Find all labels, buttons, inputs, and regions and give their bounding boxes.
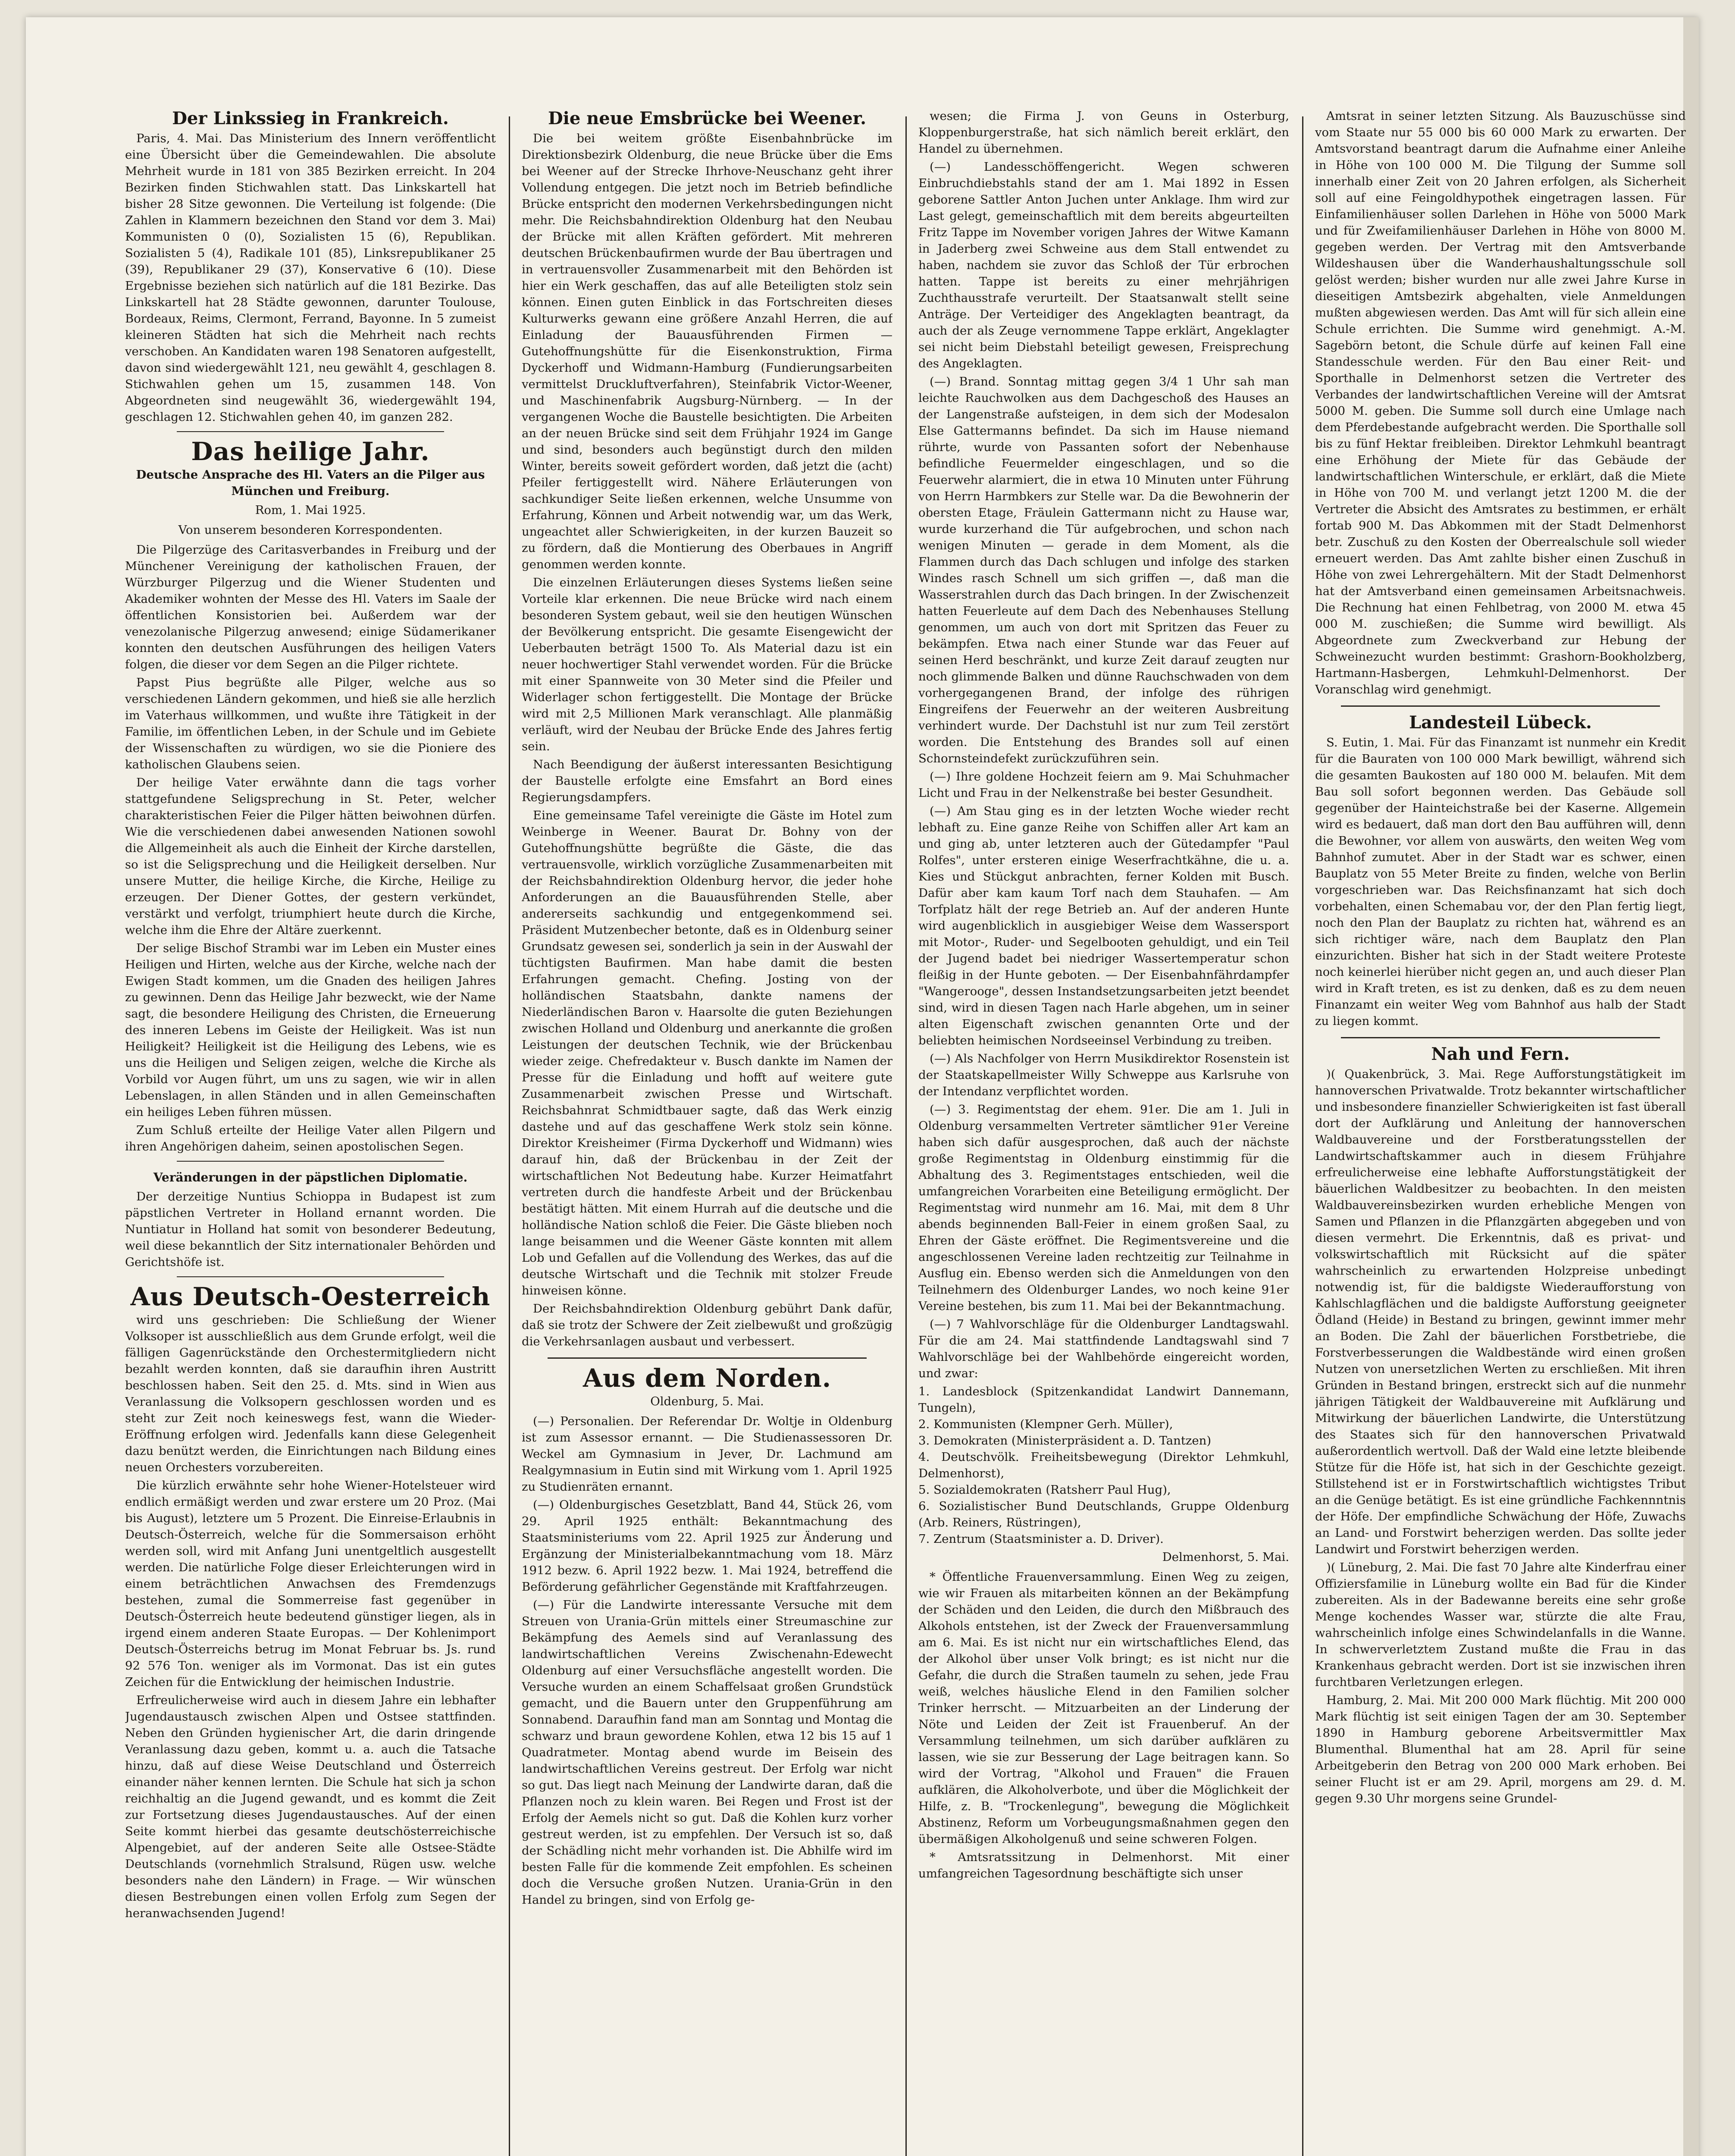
article-paragraph: (—) Landesschöffengericht. Wegen schweren Einbruchdiebstahls stand der am 1. Mai 1892 in Essen geborene Sattler Anton Juchen unter Anklage. Ihm wird zur Last gelegt, gemeinschaftlich mit dem bereits abgeurteilten Fritz Tappe im November vorigen Jahres der Witwe Kamann in Jaderberg zwei Schweine aus dem Stall entwendet zu haben, nachdem sie zuvor das Schloß der Tür erbrochen hatten. Tappe ist bereits zu einer mehrjährigen Zuchthausstrafe verurteilt. Der Staatsanwalt stellt seine Anträge. Der Verteidiger des Angeklagten beantragt, da auch der als Zeuge vernommene Tappe erklärt, Angeklagter sei nicht beim Diebstahl beteiligt gewesen, Freisprechung des Angeklagten. <box>918 160 1289 370</box>
dateline-oldenburg: Oldenburg, 5. Mai. <box>650 1395 764 1408</box>
list-item: 4. Deutschvölk. Freiheitsbewegung (Direktor Lehmkuhl, Delmenhorst), <box>918 1450 1289 1480</box>
dateline-delmenhorst: Delmenhorst, 5. Mai. <box>1162 1550 1289 1564</box>
divider <box>1341 1037 1660 1038</box>
article-paragraph: Die einzelnen Erläuterungen dieses Systems ließen seine Vorteile klar erkennen. Die neue Brücke wird nach einem besonderen System gebaut, weil sie den heutigen Wünschen der Bevölkerung entspricht. Die gesamte Eisengewicht der Ueberbauten beträgt 1500 To. Als Material dazu ist ein neuer hochwertiger Stahl verwendet worden. Für die Brücke mit einer Spannweite von 30 Meter sind die Pfeiler und Widerlager schon fertiggestellt. Die Montage der Brücke wird mit 2,5 Millionen Mark veranschlagt. Alle planmäßig verläuft, wird der Neubau der Brücke Ende des Jahres fertig sein. <box>522 576 893 753</box>
article-paragraph: Hamburg, 2. Mai. Mit 200 000 Mark flüchtig. Mit 200 000 Mark flüchtig ist seit einigen Tagen der am 30. September 1890 in Hamburg geborene Arbeitsvermittler Max Blumenthal. Blumenthal hat am 28. April für seine Arbeitgeberin den Betrag von 200 000 Mark erhoben. Bei seiner Flucht ist er am 29. April, morgens am 29. d. M. gegen 9.30 Uhr morgens seine Grundel- <box>1315 1693 1686 1805</box>
divider <box>1341 705 1660 707</box>
article-paragraph: (—) 3. Regimentstag der ehem. 91er. Die am 1. Juli in Oldenburg versammelten Vertreter sämtlicher 91er Vereine haben sich dafür ausgesprochen, daß auch der nächste große Regimentstag in Oldenburg einstimmig für die Abhaltung des 3. Regimentstages entschieden, weil die umfangreichen Vorarbeiten eine Beteiligung ermöglicht. Der Regimentstag wird nunmehr am 16. Mai, mit dem 8 Uhr abends beginnenden Ball-Feier in einem großen Saal, zu Ehren der Gäste eröffnet. Die Regimentsvereine und die angeschlossenen Vereine laden rechtzeitig zur Teilnahme in Ausflug ein. Ebenso werden sich die Anmeldungen von den Teilnehmern des Oldenburger Landes, wo noch keine 91er Vereine bestehen, bis zum 11. Mai bei der Bekanntmachung. <box>918 1103 1289 1313</box>
correspondent-line: Von unserem besonderen Korrespondenten. <box>178 523 443 537</box>
article-paragraph: (—) 7 Wahlvorschläge für die Oldenburger Landtagswahl. Für die am 24. Mai stattfindende Landtagswahl sind 7 Wahlvorschläge bei der Wahlbehörde eingereicht worden, und zwar: <box>918 1317 1289 1380</box>
divider <box>177 1276 444 1277</box>
article-paragraph: Der heilige Vater erwähnte dann die tags vorher stattgefundene Seligsprechung in St. Peter, welcher charakteristischen Feier die Pilger hätten beiwohnen dürfen. Wie die verschiedenen dabei anwesenden Nationen sowohl die Allgemeinheit als auch die Einheit der Kirche darstellen, so ist die Seligsprechung und die Heiligkeit derselben. Nur unsere Mutter, die heilige Kirche, die Kirche, Heilige zu erzeugen. Der Diener Gottes, der gestern verkündet, verstärkt und verfolgt, triumphiert heute durch die Kirche, welche ihm die Ehre der Altäre zuerkennt. <box>125 776 496 937</box>
article-paragraph: S. Eutin, 1. Mai. Für das Finanzamt ist nunmehr ein Kredit für die Bauraten von 100 000 Mark bewilligt, während sich die gesamten Baukosten auf 180 000 M. belaufen. Mit dem Bau soll sofort begonnen werden. Das Gebäude soll gegenüber der Hainteichstraße bei der Kaserne. Allgemein wird es bedauert, daß man dort den Bau aufführen will, denn die Bewohner, vor allem von auswärts, den weiten Weg vom Bahnhof zumutet. Aber in der Stadt war es schwer, einen Bauplatz von 55 Meter Breite zu finden, welche von Berlin vorgeschrieben war. Das Reichsfinanzamt hat sich doch vorbehalten, einen Schemabau vor, der den Plan fertig liegt, noch den Plan der Bauplatz zu richten hat, während es an sich richtiger wäre, nach dem Bauplatz den Plan einzurichten. Bisher hat sich in der Stadt weitere Proteste noch keinerlei hierüber nicht gegen an, und auch dieser Plan wird in Kraft treten, es ist zu denken, daß es zu dem neuen Finanzamt ein weiter Weg vom Bahnhof aus halb der Stadt zu liegen kommt. <box>1315 736 1686 1028</box>
headline-aus-dem-norden: Aus dem Norden. <box>583 1363 832 1393</box>
article-paragraph: Erfreulicherweise wird auch in diesem Jahre ein lebhafter Jugendaustausch zwischen Alpen und Ostsee stattfinden. Neben den Gründen hygienischer Art, die darin dringende Veranlassung dazu geben, kommt u. a. auch die Tatsache hinzu, daß auf diese Weise Deutschland und Österreich einander näher kennen lernten. Die Schule hat sich ja schon reichhaltig an die Jugend gewandt, und es kommt die Zeit zur Fortsetzung dieses Jugendaustausches. Auf der einen Seite kommt hierbei das gesamte deutschösterreichische Alpengebiet, auf der anderen Seite alle Ostsee-Städte Deutschlands (vornehmlich Stralsund, Rügen usw. welche besonders nahe den Ländern) in Frage. — Wir wünschen diesen Bestrebungen einen vollen Erfolg zum Segen der heranwachsenden Jugend! <box>125 1693 496 1920</box>
article-paragraph: Papst Pius begrüßte alle Pilger, welche aus so verschiedenen Ländern gekommen, und hieß sie alle herzlich im Vaterhaus willkommen, und wußte ihre Tätigkeit in der Familie, im öffentlichen Leben, in der Schule und im Gebiete der Wissenschaften zu würdigen, wo sie die Pioniere des katholischen Glaubens seien. <box>125 676 496 771</box>
list-item: 1. Landesblock (Spitzenkandidat Landwirt Dannemann, Tungeln), <box>918 1385 1289 1415</box>
article-paragraph: wird uns geschrieben: Die Schließung der Wiener Volksoper ist ausschließlich aus dem Grunde erfolgt, weil die fälligen Gagenrückstände den Orchestermitgliedern nicht bezahlt werden konnten, daß sie daraufhin ihren Austritt beschlossen haben. Seit den 25. d. Mts. sind in Wien aus Veranlassung die Volksopern geschlossen worden und es steht zur Zeit noch keineswegs fest, wann die Wieder-Eröffnung erfolgen wird. Jedenfalls kann diese Gelegenheit dazu benützt werden, die Einrichtungen nach Bildung eines neuen Orchesters vorzubereiten. <box>125 1313 496 1474</box>
column-rule <box>1302 116 1303 2156</box>
article-paragraph: (—) Am Stau ging es in der letzten Woche wieder recht lebhaft zu. Eine ganze Reihe von Schiffen aller Art kam an und ging ab, unter letzteren auch der Gütedampfer "Paul Rolfes", unter ersteren einige Weserfrachtkähne, die u. a. Kies und Stückgut anbrachten, ferner Kolden mit Busch. Dafür aber kam kaum Torf nach dem Stauhafen. — Am Torfplatz hält der rege Betrieb an. Auf der anderen Hunte wird augenblicklich in ausgiebiger Weise dem Wassersport mit Motor-, Ruder- und Segelbooten gehuldigt, und ein Teil der Jugend badet bei niedriger Wassertemperatur schon fleißig in der Hunte geboten. — Der Eisenbahnfährdampfer "Wangerooge", dessen Instandsetzungsarbeiten jetzt beendet sind, wird in diesen Tagen nach Harle abgehen, um in seiner alten Eigenschaft zwischen genannten Orte und der beliebten heimischen Nordseeinsel Verbindung zu treiben. <box>918 804 1289 1047</box>
list-item: 7. Zentrum (Staatsminister a. D. Driver). <box>918 1532 1164 1546</box>
article-paragraph: Die Pilgerzüge des Caritasverbandes in Freiburg und der Münchener Vereinigung der katholischen Frauen, der Würzburger Pilgerzug und die Wiener Studenten und Akademiker wohnten der Messe des Hl. Vaters im Saale der öffentlichen Konsistorien bei. Außerdem war der venezolanische Pilgerzug anwesend; einige Südamerikaner konnten den deutschen Ausführungen des heiligen Vaters folgen, die dieser vor dem Segen an die Pilger richtete. <box>125 543 496 671</box>
article-paragraph: (—) Ihre goldene Hochzeit feiern am 9. Mai Schuhmacher Licht und Frau in der Nelkenstraße bei bester Gesundheit. <box>918 770 1289 800</box>
column-1 <box>125 108 496 2156</box>
headline-linkssieg: Der Linkssieg in Frankreich. <box>172 108 449 128</box>
list-item: 2. Kommunisten (Klempner Gerh. Müller), <box>918 1417 1173 1431</box>
article-paragraph: Der derzeitige Nuntius Schioppa in Budapest ist zum päpstlichen Vertreter in Holland ernannt worden. Die Nuntiatur in Holland hat somit von besonderer Bedeutung, weil diese bekanntlich der Sitz internationaler Behörden und Gerichtshöfe ist. <box>125 1190 496 1269</box>
article-paragraph: Eine gemeinsame Tafel vereinigte die Gäste im Hotel zum Weinberge in Weener. Baurat Dr. Bohny von der Gutehoffnungshütte begrüßte die Gäste, die das vertrauensvolle, wirklich vorzügliche Zusammenarbeiten mit der Reichsbahndirektion Oldenburg hervor, die jeder hohe Anforderungen an die Bauausführenden Stelle, aber andererseits sachkundig und entgegenkommend sei. Präsident Mutzenbecher betonte, daß es in Oldenburg seiner Grundsatz gewesen sei, sonderlich ja sein in der Auswahl der tüchtigsten Baufirmen. Man habe damit die besten Erfahrungen gemacht. Chefing. Josting von der holländischen Staatsbahn, dankte namens der Niederländischen Baron v. Haarsolte die guten Beziehungen zwischen Holland und Oldenburg und anerkannte die großen Leistungen der deutschen Technik, wie der Brückenbau wieder zeige. Chefredakteur v. Busch dankte im Namen der Presse für die Einladung und hofft auf weitere gute Zusammenarbeit zwischen Presse und Wirtschaft. Reichsbahnrat Schmidtbauer sagte, daß das Werk einzig dastehe und auf das geschaffene Werk stolz sein könne. Direktor Kreisheimer (Firma Dyckerhoff und Widmann) wies darauf hin, daß der Brückenbau in der Zeit der wirtschaftlichen Not Bedeutung habe. Kurzer Heimatfahrt vertreten durch die handfeste Arbeit und der Brückenbau bestätigt hätten. Mit einem Hurrah auf die deutsche und die holländische Nation schloß die Feier. Die Gäste blieben noch lange beisammen und die Weener Gäste konnten mit allem Lob und Gefallen auf die Vollendung des Werkes, das auf die deutsche Wirtschaft und die Technik mit stolzer Freude hinweisen könne. <box>522 808 893 1297</box>
headline-emsbruecke: Die neue Emsbrücke bei Weener. <box>548 108 867 128</box>
list-item: 5. Sozialdemokraten (Ratsherr Paul Hug), <box>918 1483 1171 1497</box>
column-2 <box>522 108 893 2156</box>
article-paragraph: (—) Als Nachfolger von Herrn Musikdirektor Rosenstein ist der Staatskapellmeister Willy Schweppe aus Karlsruhe von der Intendanz verpflichtet worden. <box>918 1052 1289 1098</box>
article-paragraph: Die bei weitem größte Eisenbahnbrücke im Direktionsbezirk Oldenburg, die neue Brücke über die Ems bei Weener auf der Strecke Ihrhove-Neuschanz geht ihrer Vollendung entgegen. Die jetzt noch im Betrieb befindliche Brücke entspricht den modernen Verkehrsbedingungen nicht mehr. Die Reichsbahndirektion Oldenburg hat den Neubau der Brücke mit allen Kräften gefördert. Mit mehreren deutschen Brückenbaufirmen wurde der Bau übertragen und in vertrauensvoller Zusammenarbeit mit den Behörden ist hier ein Werk geschaffen, das auf alle Beteiligten stolz sein können. Einen guten Einblick in das Fortschreiten dieses Kulturwerks gewann eine größere Anzahl Herren, die auf Einladung der Bauausführenden Firmen — Gutehoffnungshütte für die Eisenkonstruktion, Firma Dyckerhoff und Widmann-Hamburg (Fundierungsarbeiten vermittelst Druckluftverfahren), Steinfabrik Victor-Weener, und Maschinenfabrik Augsburg-Nürnberg. — In der vergangenen Woche die Baustelle besichtigten. Die Arbeiten an der neuen Brücke sind seit dem Frühjahr 1924 im Gange und sind, besonders auch begünstigt durch den milden Winter, bereits soweit gefördert worden, daß jetzt die (acht) Pfeiler fertiggestellt wird. Nähere Erläuterungen von sachkundiger Seite ließen erkennen, welche Unsumme von Erfahrung, Können und Arbeit notwendig war, um das Werk, ungeachtet aller Schwierigkeiten, in der kurzen Bauzeit so zu fördern, daß die Montierung des Oberbaues in Angriff genommen werden konnte. <box>522 132 893 571</box>
article-paragraph: Amtsrat in seiner letzten Sitzung. Als Bauzuschüsse sind vom Staate nur 55 000 bis 60 000 Mark zu erwarten. Der Amtsvorstand beantragt darum die Aufnahme einer Anleihe in Höhe von 100 000 M. Die Tilgung der Summe soll innerhalb einer Zeit von 20 Jahren erfolgen, als Sicherheit soll auf eine Feingoldhypothek eingetragen lassen. Für Einfamilienhäuser sollen Darlehen in Höhe von 5000 Mark und für Zweifamilienhäuser Darlehen in Höhe von 8000 M. gegeben werden. Der Vertrag mit den Amtsverbande Wildeshausen über die Wanderhaushaltungsschule soll gelöst werden; bisher wurden nur alle zwei Jahre Kurse in dieseitigen Amtsbezirk abgehalten, viele Anmeldungen mußten abgewiesen werden. Das Amt will für sich allein eine Schule errichten. Die Summe wird genehmigt. A.-M. Sagebörn betont, die Schule dürfe auf keinen Fall eine Standesschule werden. Für den Bau einer Reit- und Sporthalle in Delmenhorst setzen die Vertreter des Verbandes der landwirtschaftlichen Vereine will der Amtsrat 5000 M. geben. Die Summe soll durch eine Umlage nach dem Pferdebestande aufgebracht werden. Die Sporthalle soll bis zu fünf Hektar freibleiben. Direktor Lehmkuhl beantragt eine Erhöhung der Miete für das Gebäude der landwirtschaftlichen Winterschule, er erklärt, daß die Miete in Höhe von 700 M. und verlangt jetzt 1200 M. die der Vertreter die Absicht des Amtsrates zu bestimmen, er erhält fortab 900 M. Das Abkommen mit der Stadt Delmenhorst betr. Zuschuß zu den Kosten der Oberrealschule soll wieder erneuert werden. Das Amt zahlte bisher einen Zuschuß in Höhe von zwei Lehrergehältern. Mit der Stadt Delmenhorst hat der Amtsverband einen gemeinsamen Arbeitsnachweis. Die Rechnung hat einen Fehlbetrag, von 2000 M. etwa 45 000 M. zuschießen; die Summe wird bewilligt. Als Abgeordnete zum Zweckverband zur Hebung der Schweinezucht wurden bestimmt: Grashorn-Bookholzberg, Hartmann-Hasbergen, Lehmkuhl-Delmenhorst. Der Voranschlag wird genehmigt. <box>1315 109 1686 696</box>
article-paragraph: * Amtsratssitzung in Delmenhorst. Mit einer umfangreichen Tagesordnung beschäftigte sich unser <box>918 1850 1289 1880</box>
article-paragraph: * Öffentliche Frauenversammlung. Einen Weg zu zeigen, wie wir Frauen als mitarbeiten können an der Bekämpfung der Schäden und den Leiden, die durch den Mißbrauch des Alkohols entstehen, ist der Zweck der Frauenversammlung am 6. Mai. Es ist nicht nur ein wirtschaftliches Elend, das der Alkohol über unser Volk bringt; es ist nicht nur die Gefahr, die durch die Straßen taumeln zu sehen, jede Frau weiß, welches häusliche Elend in den Familien solcher Trinker herrscht. — Mitzuarbeiten an der Linderung der Nöte und Leiden der Zeit ist Frauenberuf. An der Versammlung teilnehmen, um sich darüber aufklären zu lassen, wie sie zur Besserung der Lage beitragen kann. So wird der Vortrag, "Alkohol und Frauen" die Frauen aufklären, die Alkoholverbote, und über die Möglichkeit der Hilfe, z. B. "Trockenlegung", bewegung die Möglichkeit Abstinenz, Reform um Vorbeugungsmaßnahmen gegen den übermäßigen Alkoholgenuß und seine schweren Folgen. <box>918 1570 1289 1846</box>
article-paragraph: (—) Oldenburgisches Gesetzblatt, Band 44, Stück 26, vom 29. April 1925 enthält: Bekanntmachung des Staatsministeriums vom 22. April 1925 zur Änderung und Ergänzung der Ministerialbekanntmachung vom 18. März 1912 bezw. 6. April 1922 bezw. 1. Mai 1924, betreffend die Beförderung gefährlicher Gegenstände mit Kraftfahrzeugen. <box>522 1498 893 1594</box>
list-item: 6. Sozialistischer Bund Deutschlands, Gruppe Oldenburg (Arb. Reiners, Rüstringen), <box>918 1499 1289 1529</box>
column-rule <box>509 116 510 2156</box>
headline-deutsch-oesterreich: Aus Deutsch-Oesterreich <box>130 1282 491 1311</box>
article-paragraph: (—) Brand. Sonntag mittag gegen 3/4 1 Uhr sah man leichte Rauchwolken aus dem Dachgeschoß des Hauses an der Langenstraße aufsteigen, in dem sich der Modesalon Else Gattermanns befindet. Da sich im Hause niemand rührte, wurde von Passanten sofort der Nebenhause befindliche Feuermelder eingeschlagen, und so die Feuerwehr alarmiert, die in etwa 10 Minuten unter Führung von Herrn Harmbkers zur Stelle war. Da die Bewohnerin der obersten Etage, Fräulein Gattermann nicht zu Hause war, wurde kurzerhand die Tür aufgebrochen, und schon nach wenigen Minuten — gerade in dem Moment, als die Flammen durch das Dach schlugen und infolge des starken Windes rasch Schnell um sich griffen —, daß man die Wasserstrahlen durch das Dach bringen. In der Zwischenzeit hatten Feuerleute auf dem Dach des Nebenhauses Stellung genommen, um auch von dort mit Spritzen das Feuer zu bekämpfen. Etwa nach einer Stunde war das Feuer auf seinen Herd beschränkt, und kurze Zeit darauf zeugten nur noch glimmende Balken und dünne Rauchschwaden von dem vorhergegangenen Brand, der infolge des rührigen Eingreifens der Feuerwehr an der weiteren Ausbreitung verhindert wurde. Der Dachstuhl ist nur zum Teil zerstört worden. Die Entstehung des Brandes soll auf einen Schornsteindefekt zurückzuführen sein. <box>918 375 1289 765</box>
divider <box>548 1357 867 1359</box>
article-paragraph: Der selige Bischof Strambi war im Leben ein Muster eines Heiligen und Hirten, welche aus der Kirche, welche nach der Ewigen Stadt kommen, um die Gnaden des heiligen Jahres zu gewinnen. Denn das Heilige Jahr bezweckt, wie der Name sagt, die besondere Heiligung des Christen, die Erneuerung des inneren Lebens im Geiste der Heiligkeit. Was ist nun Heiligkeit? Heiligkeit ist die Heiligung des Lebens, wie es uns die Heiligen und Seligen zeigen, welche die Kirche als Vorbild vor Augen führt, um uns zu sagen, wie wir in allen Lebenslagen, in allen Ständen und in allen Gemeinschaften ein heiliges Leben führen müssen. <box>125 941 496 1119</box>
divider <box>177 1161 444 1162</box>
article-paragraph: Nach Beendigung der äußerst interessanten Besichtigung der Baustelle erfolgte eine Emsfahrt an Bord eines Regierungsdampfers. <box>522 758 893 804</box>
list-item: 3. Demokraten (Ministerpräsident a. D. Tantzen) <box>918 1434 1212 1448</box>
article-paragraph: Zum Schluß erteilte der Heilige Vater allen Pilgern und ihren Angehörigen daheim, seinen apostolischen Segen. <box>125 1123 496 1153</box>
headline-diplomatie: Veränderungen in der päpstlichen Diplomatie. <box>153 1170 468 1185</box>
article-paragraph: (—) Für die Landwirte interessante Versuche mit dem Streuen von Urania-Grün mittels einer Streumaschine zur Bekämpfung des Aemels sind auf Veranlassung des landwirtschaftlichen Vereins Zwischenahn-Edewecht Oldenburg auf einer Versuchsfläche angestellt worden. Die Versuche wurden an einem Schaffelsaat großen Grundstück gemacht, und die Bauern unter den Gruppenführung am Sonnabend. Daraufhin fand man am Sonntag und Montag die schwarz und braun gewordene Kohlen, etwa 12 bis 15 auf 1 Quadratmeter. Montag abend wurde im Beisein des landwirtschaftlichen Vereins gestreut. Der Erfolg war nicht so gut. Das liegt nach Meinung der Landwirte daran, daß die Pflanzen noch zu klein waren. Bei Regen und Frost ist der Erfolg der Aemels nicht so gut. Daß die Kohlen kurz vorher gestreut werden, ist zu empfehlen. Der Versuch ist so, daß der Schädling nicht mehr vorhanden ist. Die Abhilfe wird im besten Falle für die kommende Zeit empfohlen. Es scheinen doch die Versuche großen Nutzen. Urania-Grün in den Handel zu bringen, sind von Erfolg ge- <box>522 1598 893 1907</box>
article-paragraph: wesen; die Firma J. von Geuns in Osterburg, Kloppenburgerstraße, hat sich nämlich bereit erklärt, den Handel zu übernehmen. <box>918 109 1289 156</box>
divider <box>177 431 444 432</box>
column-3 <box>918 108 1289 2156</box>
article-paragraph: Der Reichsbahndirektion Oldenburg gebührt Dank dafür, daß sie trotz der Schwere der Zeit zielbewußt und großzügig die Verkehrsanlagen ausbaut und verbessert. <box>522 1302 893 1348</box>
column-4 <box>1315 108 1686 2156</box>
column-rule <box>905 116 907 2156</box>
article-paragraph: )( Quakenbrück, 3. Mai. Rege Aufforstungstätigkeit im hannoverschen Privatwalde. Trotz bekannter wirtschaftlicher und insbesondere finanzieller Schwierigkeiten ist fast überall dort der Aufklärung und Anleitung der hannoverschen Waldbauvereine und der Forstberatungsstellen der Landwirtschaftskammer auch in diesem Frühjahre erfreulicherweise eine lebhafte Aufforstungstätigkeit der bäuerlichen Waldbesitzer zu beobachten. In den meisten Waldbauvereinsbezirken wurden erhebliche Mengen von Samen und Pflanzen in die Pflanzgärten abgegeben und von diesen vermehrt. Die Erkenntnis, daß es privat- und volkswirtschaftlich mit Rücksicht auf die später wahrscheinlich zu erwartenden Holzpreise unbedingt notwendig ist, für die baldigste Wiederaufforstung von Kahlschlagflächen und die baldigste Aufforstung geeigneter Ödland (Heide) in Bestand zu bringen, gewinnt immer mehr an Boden. Die Zahl der bäuerlichen Forstbetriebe, die Forstverbesserungen die Waldbestände wird einen großen Nutzen von unersetzlichen Werten zu erschließen. Mit ihren Gründen in Bestand bringen, erstreckt sich auf die nunmehr jährigen Tätigkeit der Waldbauvereine mit Aufklärung und Mitwirkung der bäuerlichen Landwirte, die Unterstützung des Staates sich für den hannoverschen Privatwald außerordentlich wertvoll. Daß der Wald eine letzte bleibende Stütze für die Höfe ist, hat sich in der Geschichte gezeigt. Stillstehend ist er in Forstwirtschaftlich wichtigstes Tribut an die Genüge betätigt. Es ist eine gründliche Fachkennntnis der Höfe. Der empfindliche Schwächung der Höfe, Zuwachs an Land- und Forstwirt beherzigen werden. Das sollte jeder Landwirt und Forstwirt beherzigen werden. <box>1315 1067 1686 1556</box>
newspaper-page <box>26 17 1699 2156</box>
headline-nah-und-fern: Nah und Fern. <box>1431 1044 1570 1064</box>
dateline-rom: Rom, 1. Mai 1925. <box>255 503 366 517</box>
headline-landesteil-luebeck: Landesteil Lübeck. <box>1409 712 1592 733</box>
article-paragraph: Die kürzlich erwähnte sehr hohe Wiener-Hotelsteuer wird endlich ermäßigt werden und zwar erstere um 20 Proz. (Mai bis August), letztere um 5 Prozent. Die Einreise-Erlaubnis in Deutsch-Österreich, welche für die Sommersaison erhöht werden soll, wird mit Anfang Juni unentgeltlich ausgestellt werden. Die natürliche Folge dieser Erleichterungen wird in einem beträchtlichen Anwachsen des Fremdenzugs bestehen, zumal die Sommerreise fast gegenüber in Deutsch-Österreich heute bedeutend günstiger liegen, als in irgend einem anderen Staate Europas. — Der Kohlenimport Deutsch-Österreichs betrug im Monat Februar bs. Js. rund 92 576 Ton. weniger als im Vormonat. Das ist ein gutes Zeichen für die Entwicklung der heimischen Industrie. <box>125 1479 496 1689</box>
headline-heilige-jahr: Das heilige Jahr. <box>191 437 430 466</box>
article-paragraph: )( Lüneburg, 2. Mai. Die fast 70 Jahre alte Kinderfrau einer Offiziersfamilie in Lüneburg wollte ein Bad für die Kinder zubereiten. Als in der Badewanne bereits eine sehr große Menge kochendes Wasser war, stürzte die alte Frau, wahrscheinlich infolge eines Schwindelanfalls in die Wanne. In schwerverletztem Zustand mußte die Frau in das Krankenhaus gebracht werden. Dort ist sie inzwischen ihren furchtbaren Verletzungen erlegen. <box>1315 1561 1686 1689</box>
subheadline-heilige-jahr: Deutsche Ansprache des Hl. Vaters an die Pilger aus München und Freiburg. <box>136 468 485 498</box>
article-paragraph: (—) Personalien. Der Referendar Dr. Woltje in Oldenburg ist zum Assessor ernannt. — Die Studienassessoren Dr. Weckel am Gymnasium in Jever, Dr. Lachmund am Realgymnasium in Eutin sind mit Wirkung vom 1. April 1925 zu Studienräten ernannt. <box>522 1414 893 1494</box>
article-linkssieg: Paris, 4. Mai. Das Ministerium des Innern veröffentlicht eine Übersicht über die Gemeindewahlen. Die absolute Mehrheit wurde in 181 von 385 Bezirken erreicht. In 204 Bezirken finden Stichwahlen statt. Das Linkskartell hat bisher 28 Sitze gewonnen. Die Verteilung ist folgende: (Die Zahlen in Klammern bezeichnen den Stand vor dem 3. Mai) Kommunisten 0 (0), Sozialisten 15 (6), Republikan. Sozialisten 5 (4), Radikale 101 (85), Linksrepublikaner 25 (39), Republikaner 29 (37), Konservative 6 (10). Diese Ergebnisse beziehen sich natürlich auf die 181 Bezirke. Das Linkskartell hat 28 Städte gewonnen, darunter Toulouse, Bordeaux, Reims, Clermont, Ferrand, Bayonne. In 5 zumeist kleineren Städten hat sich die Mehrheit nach rechts verschoben. An Kandidaten waren 198 Senatoren aufgestellt, davon sind wiedergewählt 121, neu gewählt 4, geschlagen 8. Stichwahlen gehen um 15, zusammen 148. Von Abgeordneten sind neugewählt 36, wiedergewählt 194, geschlagen 12. Stichwahlen gehen 40, im ganzen 282. <box>125 132 496 424</box>
